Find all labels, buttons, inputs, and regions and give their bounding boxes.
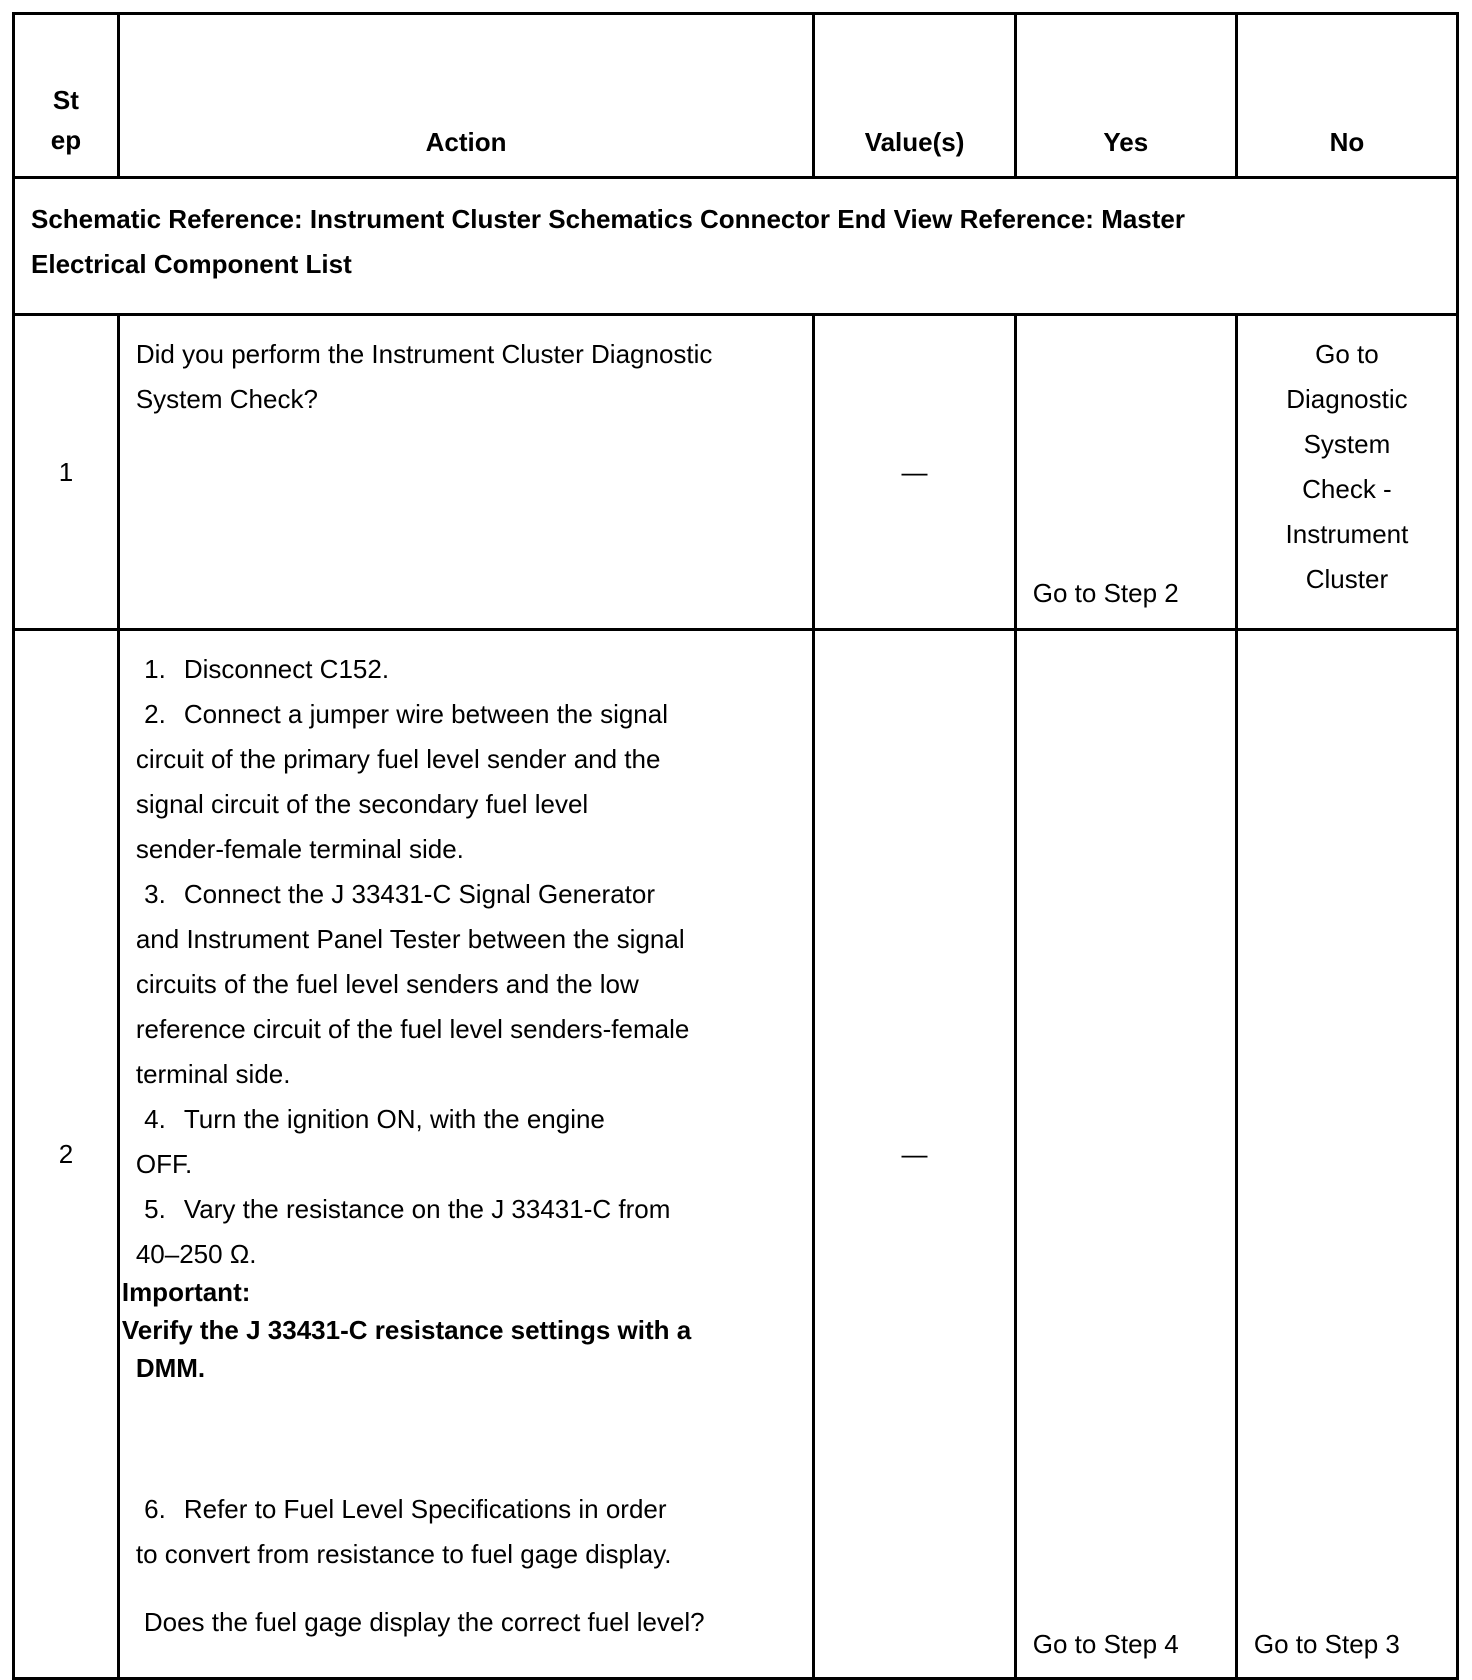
header-step: St ep [14, 14, 119, 178]
list-item: 1. Disconnect C152. [144, 654, 390, 684]
value-cell: — [814, 315, 1015, 630]
spacer [120, 1387, 773, 1487]
table-row [14, 630, 1458, 1679]
action-cell [118, 630, 814, 1679]
header-no: No [1236, 14, 1457, 178]
diagnostic-table [12, 12, 1459, 1680]
no-cell: Go to Step 3 [1236, 630, 1457, 1679]
yes-cell: Go to Step 4 [1015, 630, 1236, 1679]
step-number: 1 [14, 315, 119, 630]
reference-row [14, 178, 1458, 315]
step-number: 2 [14, 630, 119, 1679]
value-cell: — [814, 630, 1015, 1679]
list-item: 3. Connect the J 33431-C Signal Generator and Instrument Panel Tester between the signal circuits of the fuel level senders and the low reference circuit of the fuel level senders-female terminal side. [135, 879, 690, 1089]
header-row [14, 14, 1458, 178]
list-item: 6. Refer to Fuel Level Specifications in order to convert from resistance to fuel gage display. [135, 1494, 672, 1569]
schematic-reference: Schematic Reference: Instrument Cluster Schematics Connector End View Reference: Master Electrical Component List [14, 178, 1458, 315]
no-cell: Go to Diagnostic System Check - Instrument Cluster [1236, 315, 1457, 630]
header-action: Action [118, 14, 814, 178]
yes-cell: Go to Step 2 [1015, 315, 1236, 630]
list-item: 4. Turn the ignition ON, with the engine OFF. [135, 1104, 605, 1179]
important-label: Important: [121, 1277, 251, 1307]
header-values: Value(s) [814, 14, 1015, 178]
list-item: 5. Vary the resistance on the J 33431-C from 40–250 Ω. [135, 1194, 671, 1269]
important-note: Important: Verify the J 33431-C resistance settings with a DMM. [121, 1277, 692, 1383]
action-cell: Did you perform the Instrument Cluster Diagnostic System Check? [118, 315, 814, 630]
question-text: Does the fuel gage display the correct fuel level? [143, 1607, 705, 1637]
header-yes: Yes [1015, 14, 1236, 178]
table-row [14, 315, 1458, 630]
list-item: 2. Connect a jumper wire between the signal circuit of the primary fuel level sender and the signal circuit of the secondary fuel level sender-female terminal side. [135, 699, 669, 864]
